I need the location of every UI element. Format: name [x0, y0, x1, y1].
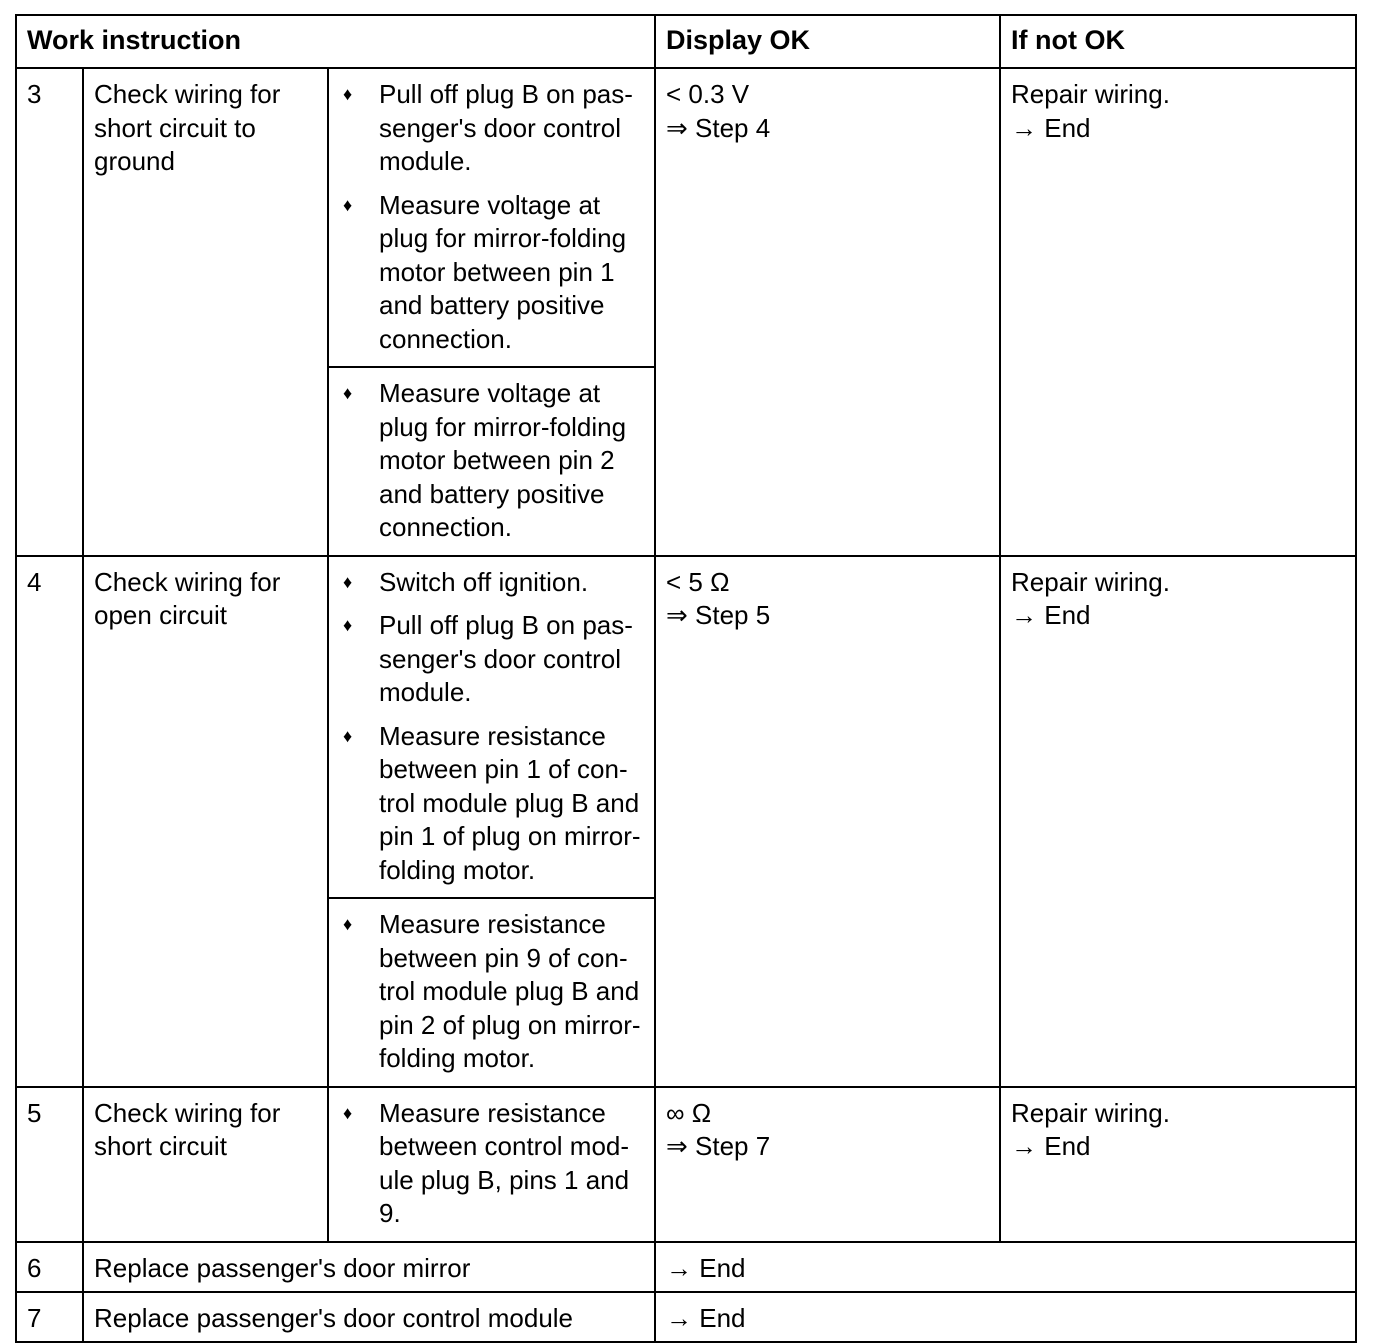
step-actions [328, 68, 655, 367]
step-description: Check wiring for short circuit to ground [83, 68, 328, 556]
step-actions [328, 556, 655, 899]
step-number: 5 [16, 1087, 83, 1242]
bullet-diamond-icon: ♦ [343, 615, 353, 635]
step-number: 6 [16, 1242, 83, 1292]
bullet-diamond-icon: ♦ [343, 84, 353, 104]
step-description: Replace passenger's door control module [83, 1292, 655, 1342]
result-cell: → End [655, 1242, 1356, 1292]
if-not-ok-cell: Repair wiring. → End [1000, 556, 1356, 1087]
step-description: Replace passenger's door mirror [83, 1242, 655, 1292]
action-item: ♦ Measure resistance between control mod-ule plug B, pins 1 and 9. [343, 1097, 630, 1228]
action-item: ♦ Pull off plug B on pas-senger's door control module. [343, 79, 633, 176]
bullet-diamond-icon: ♦ [343, 571, 353, 592]
display-ok-cell: < 0.3 V ⇒ Step 4 [655, 68, 1000, 556]
if-not-ok-cell: Repair wiring. → End [1000, 68, 1356, 556]
work-instruction-table [15, 14, 1357, 1343]
display-ok-cell: < 5 Ω ⇒ Step 5 [655, 556, 1000, 1087]
table-row-step-4 [16, 556, 1356, 899]
step-number: 7 [16, 1292, 83, 1342]
bullet-diamond-icon: ♦ [343, 383, 353, 403]
table-row-step-6 [16, 1242, 1356, 1292]
step-description: Check wiring for short circuit [83, 1087, 328, 1242]
action-item: ♦ Pull off plug B on pas-senger's door control module. [343, 610, 633, 707]
display-ok-cell: ∞ Ω ⇒ Step 7 [655, 1087, 1000, 1242]
step-description: Check wiring for open circuit [83, 556, 328, 1087]
header-row [16, 15, 1356, 68]
header-display-ok: Display OK [655, 15, 1000, 68]
action-item: ♦ Measure voltage at plug for mirror-folding motor between pin 1 and battery positive connection. [343, 189, 627, 354]
step-actions [328, 1087, 655, 1242]
bullet-diamond-icon: ♦ [343, 914, 353, 934]
header-work-instruction: Work instruction [16, 15, 655, 68]
table-row-step-7 [16, 1292, 1356, 1342]
header-if-not-ok: If not OK [1000, 15, 1356, 68]
step-number: 3 [16, 68, 83, 556]
step-actions [328, 898, 655, 1087]
action-item: ♦ Measure resistance between pin 1 of con-trol module plug B and pin 1 of plug on mirror-folding motor. [343, 720, 641, 885]
action-item: ♦ Measure voltage at plug for mirror-folding motor between pin 2 and battery positive connection. [343, 378, 627, 542]
table-row-step-3 [16, 68, 1356, 367]
action-item: ♦ Measure resistance between pin 9 of con-trol module plug B and pin 2 of plug on mirror-folding motor. [343, 909, 641, 1073]
step-actions [328, 367, 655, 556]
if-not-ok-cell: Repair wiring. → End [1000, 1087, 1356, 1242]
bullet-diamond-icon: ♦ [343, 194, 353, 215]
bullet-diamond-icon: ♦ [343, 725, 353, 746]
table-row-step-5 [16, 1087, 1356, 1242]
step-number: 4 [16, 556, 83, 1087]
bullet-diamond-icon: ♦ [343, 1102, 353, 1123]
action-item: ♦ Switch off ignition. [329, 566, 654, 600]
result-cell: → End [655, 1292, 1356, 1342]
